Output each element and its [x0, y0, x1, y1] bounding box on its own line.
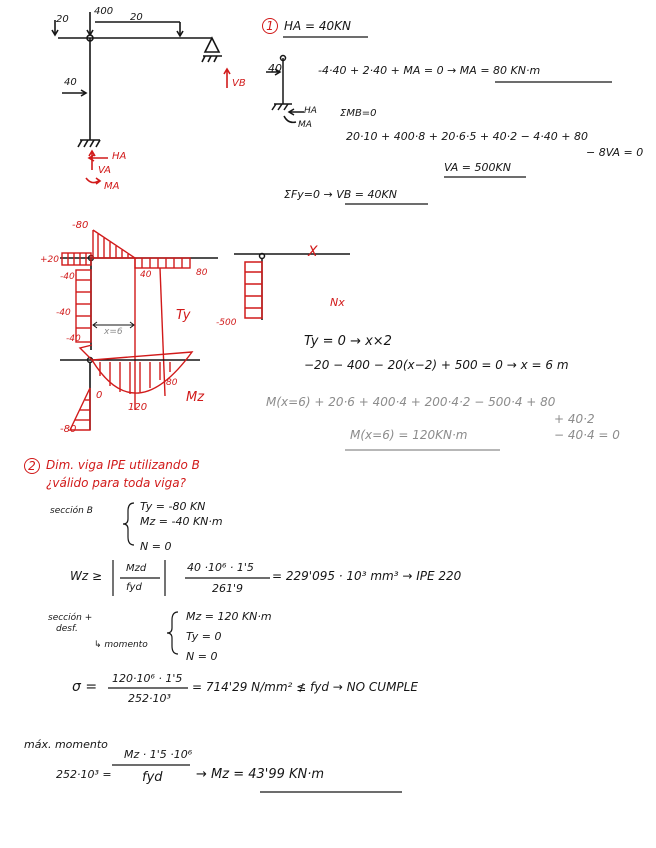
mx-equation-1: M(x=6) + 20·6 + 400·4 + 200·4·2 − 500·4 + 80 [266, 395, 556, 409]
sigma-result: = 714'29 N/mm² ≰ fyd → NO CUMPLE [192, 680, 418, 694]
shear-40a: -40 [60, 272, 75, 282]
load-top-label: 400 [94, 6, 114, 17]
shear-40d: -40 [66, 334, 81, 344]
max-result: → Mz = 43'99 KN·m [196, 767, 325, 782]
section-t-label: sección + [48, 613, 93, 623]
section-t-mz: Mz = 120 KN·m [186, 610, 272, 623]
load-mid-label: 20 [130, 12, 143, 23]
moment-120-label: 120 [128, 402, 148, 413]
shear-top-label: -80 [72, 220, 89, 231]
section-t-n: N = 0 [186, 650, 218, 663]
section-t-ty: Ty = 0 [186, 630, 222, 643]
axial-500-label: -500 [216, 318, 237, 328]
ty-equation: Ty = 0 → x×2 [304, 334, 392, 349]
moment-bottom-label: -80 [60, 424, 77, 435]
step1-number: 1 [262, 18, 278, 34]
section-b-n: N = 0 [140, 540, 172, 553]
small-ma-label: MA [298, 120, 312, 130]
max-lhs: 252·10³ = [56, 768, 112, 781]
step1-title: HA = 40KN [284, 19, 352, 33]
step2-number: 2 [24, 458, 40, 474]
long-equation-2: − 8VA = 0 [586, 146, 644, 159]
load-side-label: 40 [64, 77, 77, 88]
wz-lhs: Wz ≥ [70, 569, 103, 583]
shear-80: 80 [196, 268, 208, 278]
mx-equation-3: − 40·4 = 0 [554, 428, 620, 442]
ha-label: HA [112, 151, 127, 162]
nx-label: Nx [330, 296, 345, 309]
axial-diagram [234, 254, 350, 321]
axial-x-mark: X [308, 244, 318, 260]
ma-label: MA [104, 181, 120, 192]
step2-title-1: Dim. viga IPE utilizando B [46, 458, 200, 472]
small-load-label: 40 [268, 62, 282, 75]
max-numerator: Mz · 1'5 ·10⁶ [124, 748, 193, 761]
wz-denominator: 261'9 [212, 582, 244, 595]
x-equation: −20 − 400 − 20(x−2) + 500 = 0 → x = 6 m [304, 358, 569, 372]
section-t-label-2: desf. [56, 624, 78, 634]
sigma-denominator: 252·10³ [128, 692, 171, 705]
section-b-ty: Ty = -80 KN [140, 500, 206, 513]
shear-diagram [60, 230, 218, 410]
shear-40c: -40 [56, 308, 71, 318]
mx-equation-2: + 40·2 [554, 412, 595, 426]
wz-abs-den: fyd [126, 582, 142, 593]
x-dimension-label: x=6 [104, 327, 123, 337]
shear-left-label: +20 [40, 255, 59, 265]
moment-0-label: 0 [96, 390, 103, 401]
wz-result: = 229'095 · 10³ mm³ → IPE 220 [272, 569, 462, 583]
va-label: VA [98, 165, 112, 176]
long-equation-1: 20·10 + 400·8 + 20·6·5 + 40·2 − 4·40 + 80 [346, 130, 588, 143]
section-t-label-3: ↳ momento [94, 640, 148, 650]
section-b-mz: Mz = -40 KN·m [140, 515, 223, 528]
max-moment-title: máx. momento [24, 738, 108, 751]
max-denominator: fyd [142, 770, 163, 785]
sum-fy: ΣFy=0 → VB = 40KN [284, 188, 397, 201]
sigma-numerator: 120·10⁶ · 1'5 [112, 672, 183, 685]
frame-drawing [52, 12, 222, 147]
sigma-lhs: σ = [72, 679, 98, 695]
vb-label: VB [232, 78, 246, 89]
wz-numerator: 40 ·10⁶ · 1'5 [187, 561, 254, 574]
mx-result: M(x=6) = 120KN·m [350, 428, 468, 442]
small-ha-label: HA [304, 106, 317, 116]
moment-equation: -4·40 + 2·40 + MA = 0 → MA = 80 KN·m [318, 64, 541, 77]
mz-label: Mz [186, 390, 205, 405]
va-result: VA = 500KN [444, 161, 511, 174]
wz-abs-num: Mzd [126, 563, 147, 574]
shear-40b: 40 [140, 270, 152, 280]
step2-title-2: ¿válido para toda viga? [46, 476, 186, 490]
sum-mb: ΣMB=0 [340, 108, 377, 119]
moment-diagram [60, 345, 200, 430]
section-b-label: sección B [50, 506, 93, 516]
moment-80-label: 80 [166, 378, 178, 388]
load-left-label: 20 [56, 14, 69, 25]
ty-label: Ty [176, 308, 191, 323]
